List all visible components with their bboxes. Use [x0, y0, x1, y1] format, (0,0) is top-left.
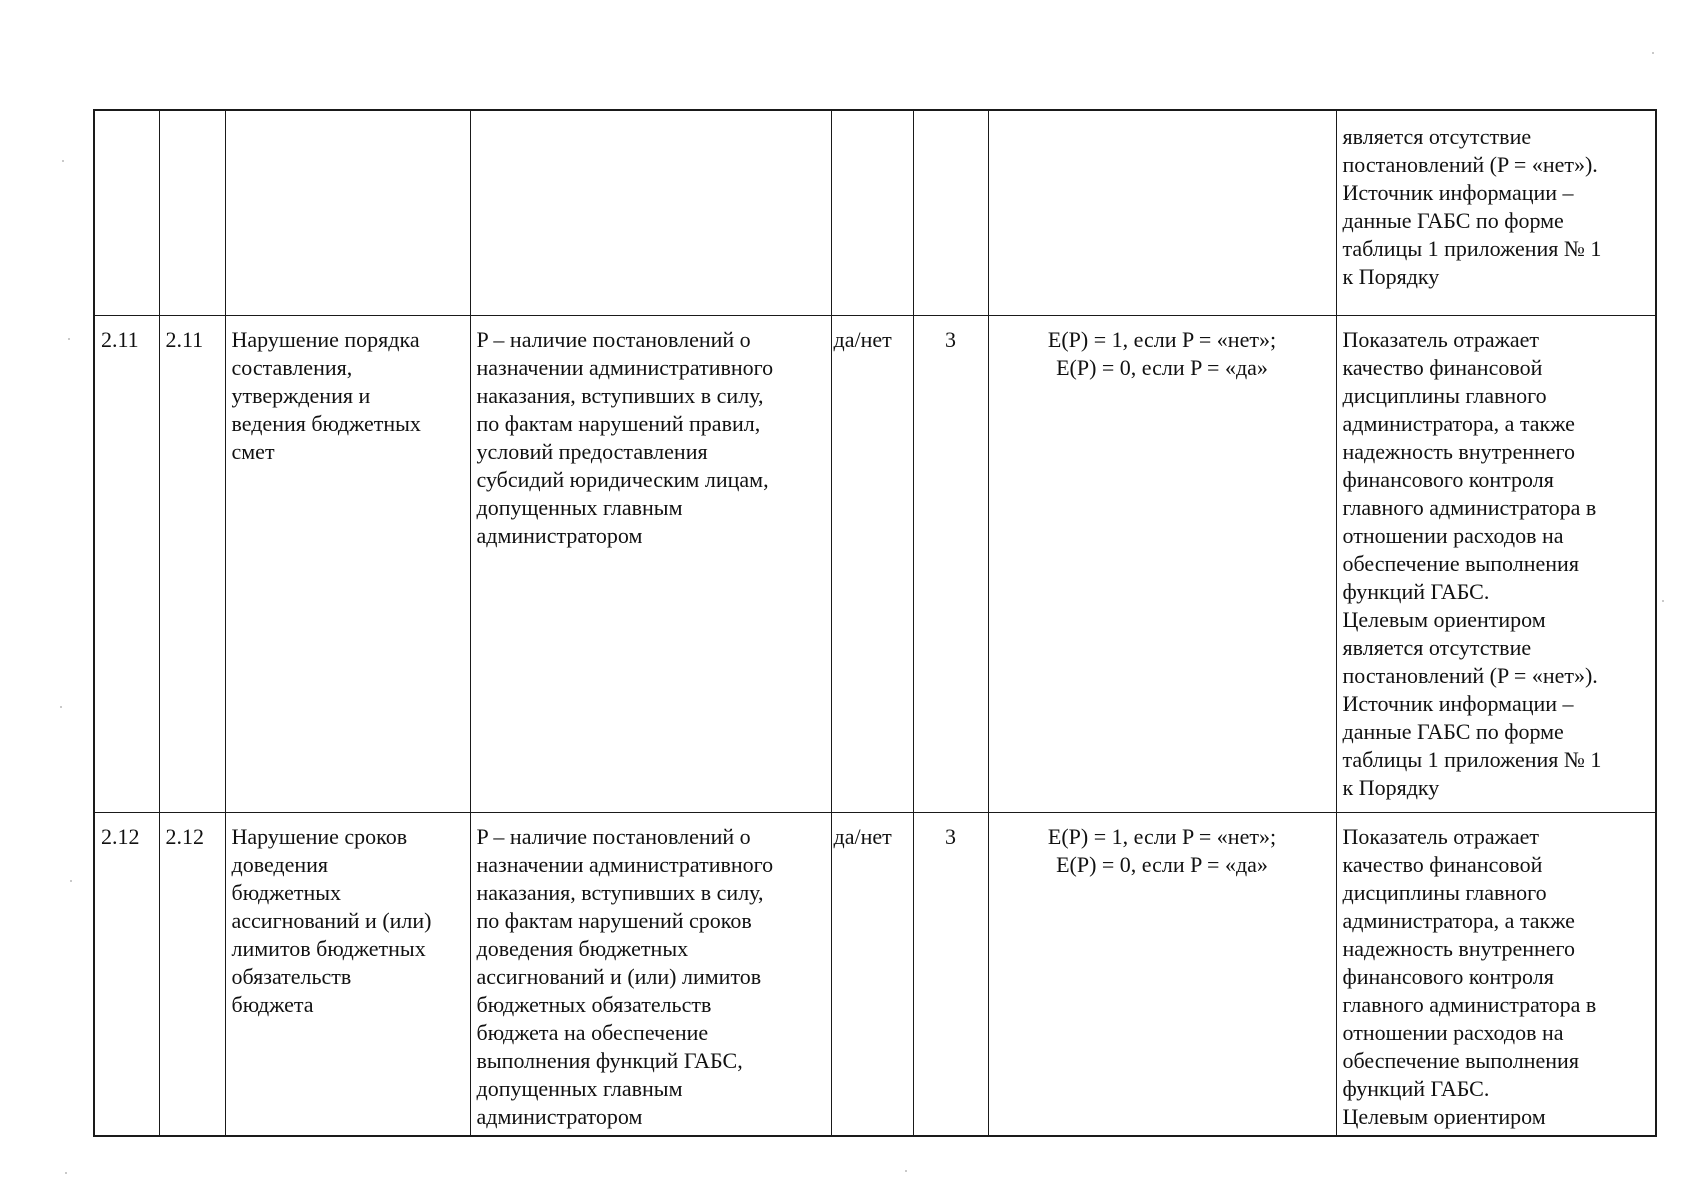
- scan-speck: [70, 880, 72, 882]
- formula-cell: E(P) = 1, если P = «нет»; E(P) = 0, если P = «да»: [988, 316, 1336, 813]
- scan-speck: [60, 706, 62, 708]
- weight-cell: 3: [913, 813, 988, 1137]
- scan-speck: [62, 160, 64, 162]
- row-number-cell: 2.12: [159, 813, 225, 1137]
- indicator-name-cell: [225, 110, 470, 316]
- table-row: [94, 110, 1656, 316]
- row-number-cell: [159, 110, 225, 316]
- scan-speck: [68, 338, 70, 340]
- formula-cell: [988, 110, 1336, 316]
- indicator-name-cell: Нарушение сроков доведения бюджетных ассигнований и (или) лимитов бюджетных обязательств бюджета: [225, 813, 470, 1137]
- weight-cell: 3: [913, 316, 988, 813]
- table-row: [94, 813, 1656, 1137]
- scan-speck: [905, 1170, 907, 1172]
- unit-cell: да/нет: [831, 316, 913, 813]
- row-number-cell: 2.11: [159, 316, 225, 813]
- row-number-cell: [94, 110, 159, 316]
- unit-cell: [831, 110, 913, 316]
- indicators-table: [93, 109, 1657, 1137]
- indicator-definition-cell: P – наличие постановлений о назначении административного наказания, вступивших в силу, по фактам нарушений правил, условий предоставления субсидий юридическим лицам, допущенных главным администратором: [470, 316, 831, 813]
- comment-cell: является отсутствие постановлений (P = «нет»). Источник информации – данные ГАБС по форме таблицы 1 приложения № 1 к Порядку: [1336, 110, 1656, 316]
- formula-cell: E(P) = 1, если P = «нет»; E(P) = 0, если P = «да»: [988, 813, 1336, 1137]
- scan-speck: [1652, 52, 1654, 54]
- indicator-definition-cell: [470, 110, 831, 316]
- weight-cell: [913, 110, 988, 316]
- row-number-cell: 2.12: [94, 813, 159, 1137]
- unit-cell: да/нет: [831, 813, 913, 1137]
- scan-speck: [1662, 600, 1664, 602]
- scan-speck: [65, 1172, 67, 1174]
- indicator-name-cell: Нарушение порядка составления, утверждения и ведения бюджетных смет: [225, 316, 470, 813]
- comment-cell: Показатель отражает качество финансовой дисциплины главного администратора, а также надежность внутреннего финансового контроля главного администратора в отношении расходов на обеспечение выполнения функций ГАБС. Целевым ориентиром является отсутствие постановлений (P = «нет»). Источник информации – данные ГАБС по форме таблицы 1 приложения № 1 к Порядку: [1336, 316, 1656, 813]
- table-row: [94, 316, 1656, 813]
- comment-cell: Показатель отражает качество финансовой дисциплины главного администратора, а также надежность внутреннего финансового контроля главного администратора в отношении расходов на обеспечение выполнения функций ГАБС. Целевым ориентиром: [1336, 813, 1656, 1137]
- indicator-definition-cell: P – наличие постановлений о назначении административного наказания, вступивших в силу, по фактам нарушений сроков доведения бюджетных ассигнований и (или) лимитов бюджетных обязательств бюджета на обеспечение выполнения функций ГАБС, допущенных главным администратором: [470, 813, 831, 1137]
- row-number-cell: 2.11: [94, 316, 159, 813]
